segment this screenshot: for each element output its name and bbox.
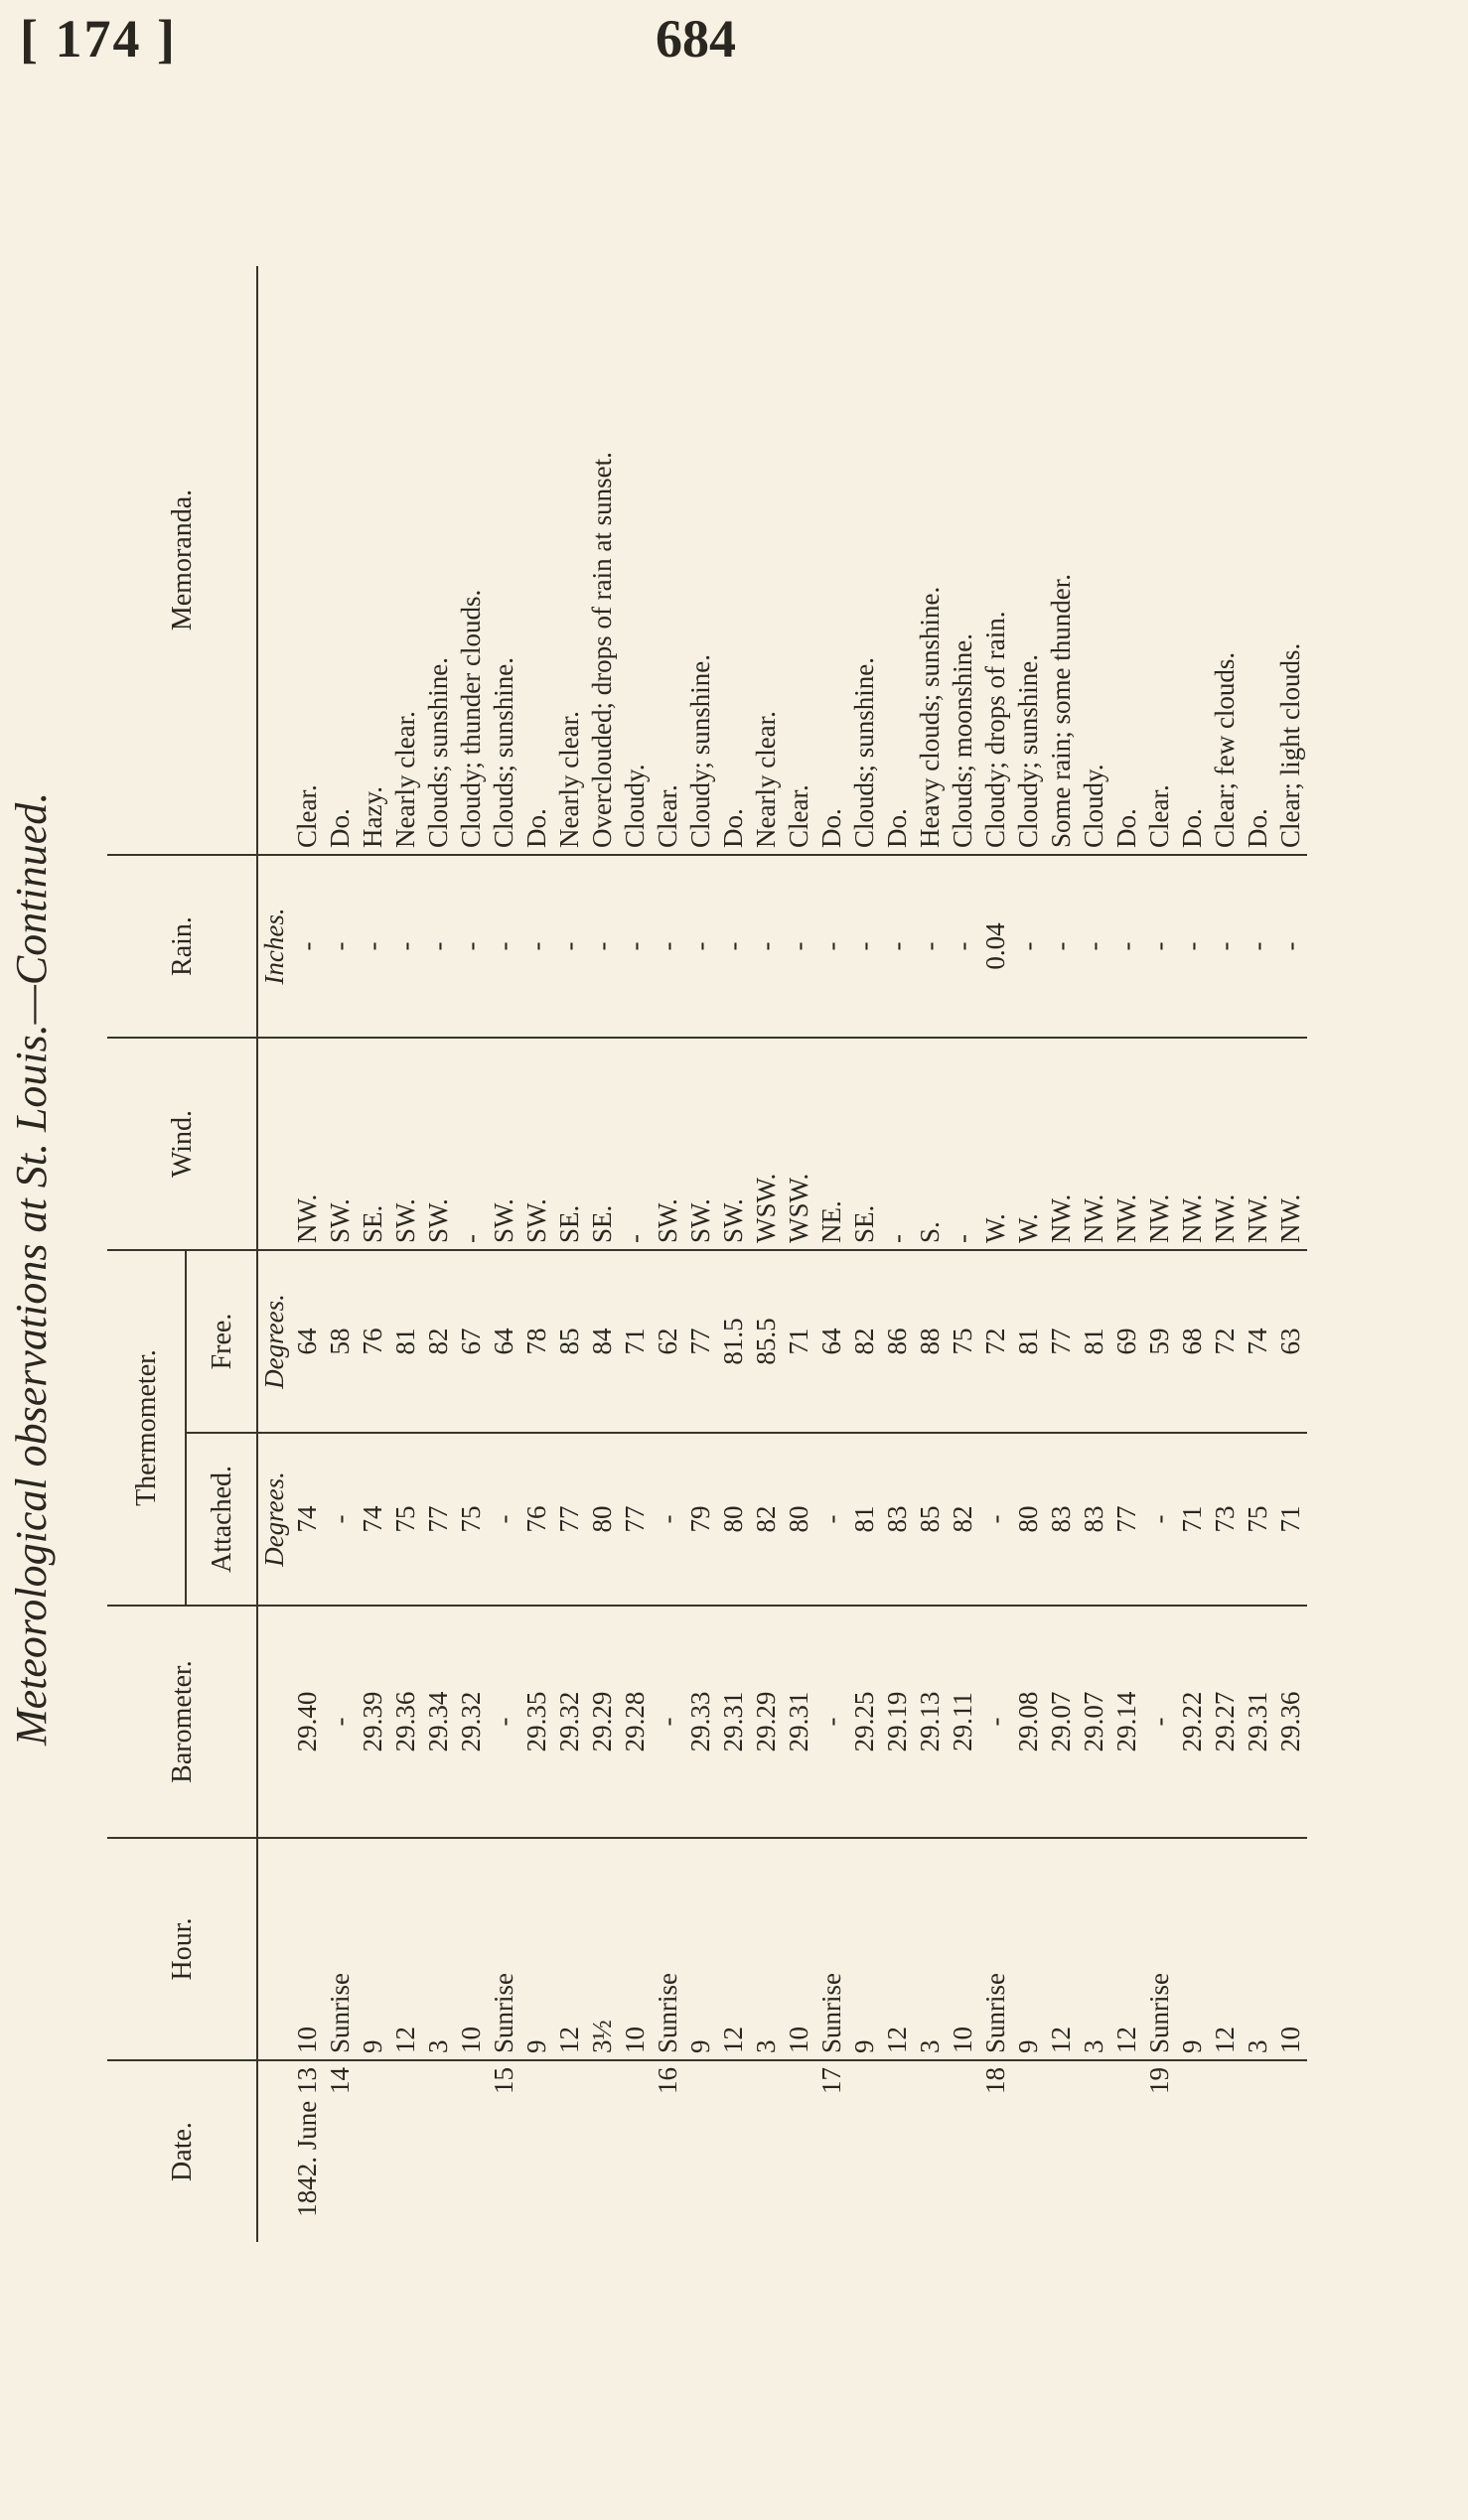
cell-free: 81.5 xyxy=(717,1250,750,1433)
cell-wind: NE. xyxy=(815,1038,848,1250)
cell-barometer: - xyxy=(324,1606,357,1838)
cell-hour: Sunrise xyxy=(488,1838,520,2060)
cell-hour: 12 xyxy=(717,1838,750,2060)
cell-barometer: 29.07 xyxy=(1045,1606,1078,1838)
cell-rain: - xyxy=(1078,855,1110,1038)
cell-barometer: 29.32 xyxy=(553,1606,586,1838)
cell-hour: 9 xyxy=(357,1838,389,2060)
cell-free: 81 xyxy=(1078,1250,1110,1433)
cell-wind: NW. xyxy=(1110,1038,1143,1250)
cell-free: 69 xyxy=(1110,1250,1143,1433)
cell-barometer: 29.22 xyxy=(1176,1606,1209,1838)
cell-date xyxy=(455,2060,488,2242)
cell-barometer: 29.39 xyxy=(357,1606,389,1838)
cell-date: 14 xyxy=(325,2067,355,2094)
page-number: 684 xyxy=(656,9,736,69)
cell-free: 71 xyxy=(783,1250,815,1433)
cell-attached: 79 xyxy=(684,1433,717,1606)
cell-rain: 0.04 xyxy=(979,855,1012,1038)
cell-barometer: - xyxy=(1143,1606,1176,1838)
cell-hour: 3 xyxy=(1078,1838,1110,2060)
table-row xyxy=(848,266,881,2242)
cell-free: 64 xyxy=(815,1250,848,1433)
table-row xyxy=(488,266,520,2242)
cell-wind: NW. xyxy=(1078,1038,1110,1250)
cell-rain: - xyxy=(881,855,914,1038)
cell-rain: - xyxy=(619,855,652,1038)
cell-rain: - xyxy=(586,855,619,1038)
cell-attached: 83 xyxy=(881,1433,914,1606)
table-row xyxy=(914,266,947,2242)
cell-date: 19 xyxy=(1144,2067,1174,2094)
cell-wind: W. xyxy=(979,1038,1012,1250)
header-barometer: Barometer. xyxy=(107,1606,257,1838)
table-row xyxy=(947,266,979,2242)
cell-wind: SE. xyxy=(553,1038,586,1250)
cell-free: 64 xyxy=(291,1250,324,1433)
cell-hour: Sunrise xyxy=(324,1838,357,2060)
table-row xyxy=(619,266,652,2242)
cell-barometer: - xyxy=(815,1606,848,1838)
cell-free: 81 xyxy=(1012,1250,1045,1433)
cell-date xyxy=(783,2060,815,2242)
cell-barometer: 29.32 xyxy=(455,1606,488,1838)
header-rain: Rain. xyxy=(107,855,257,1038)
cell-date xyxy=(914,2060,947,2242)
cell-barometer: 29.36 xyxy=(389,1606,422,1838)
cell-attached: 77 xyxy=(1110,1433,1143,1606)
cell-free: 84 xyxy=(586,1250,619,1433)
table-row xyxy=(1242,266,1274,2242)
cell-rain: - xyxy=(357,855,389,1038)
cell-attached: 81 xyxy=(848,1433,881,1606)
cell-rain: - xyxy=(488,855,520,1038)
cell-free: 67 xyxy=(455,1250,488,1433)
cell-memoranda: Cloudy. xyxy=(619,266,652,855)
cell-hour: 12 xyxy=(553,1838,586,2060)
cell-free: 71 xyxy=(619,1250,652,1433)
cell-memoranda: Clouds; moonshine. xyxy=(947,266,979,855)
table-row xyxy=(783,266,815,2242)
cell-wind: NW. xyxy=(1143,1038,1176,1250)
cell-wind: - xyxy=(947,1038,979,1250)
cell-free: 62 xyxy=(652,1250,684,1433)
cell-barometer: - xyxy=(979,1606,1012,1838)
cell-rain: - xyxy=(652,855,684,1038)
cell-attached: - xyxy=(1143,1433,1176,1606)
cell-hour: 3 xyxy=(1242,1838,1274,2060)
cell-date xyxy=(389,2060,422,2242)
cell-date xyxy=(1045,2060,1078,2242)
cell-rain: - xyxy=(947,855,979,1038)
cell-date xyxy=(848,2060,881,2242)
cell-attached: 77 xyxy=(422,1433,455,1606)
table-row xyxy=(1110,266,1143,2242)
cell-wind: SW. xyxy=(717,1038,750,1250)
cell-attached: 75 xyxy=(455,1433,488,1606)
cell-attached: 83 xyxy=(1045,1433,1078,1606)
cell-barometer: 29.29 xyxy=(586,1606,619,1838)
cell-attached: - xyxy=(815,1433,848,1606)
cell-rain: - xyxy=(1012,855,1045,1038)
cell-memoranda: Do. xyxy=(815,266,848,855)
cell-free: 88 xyxy=(914,1250,947,1433)
header-date: Date. xyxy=(107,2060,257,2242)
cell-attached: 80 xyxy=(586,1433,619,1606)
cell-rain: - xyxy=(324,855,357,1038)
cell-date: 17 xyxy=(816,2067,846,2094)
cell-hour: 10 xyxy=(455,1838,488,2060)
cell-attached: - xyxy=(488,1433,520,1606)
cell-memoranda: Nearly clear. xyxy=(553,266,586,855)
cell-attached: 80 xyxy=(717,1433,750,1606)
cell-memoranda: Clouds; sunshine. xyxy=(848,266,881,855)
cell-memoranda: Cloudy; sunshine. xyxy=(1012,266,1045,855)
cell-free: 77 xyxy=(684,1250,717,1433)
table-row xyxy=(389,266,422,2242)
cell-memoranda: Do. xyxy=(324,266,357,855)
cell-memoranda: Clear. xyxy=(291,266,324,855)
cell-rain: - xyxy=(783,855,815,1038)
cell-hour: 9 xyxy=(520,1838,553,2060)
cell-wind: - xyxy=(619,1038,652,1250)
cell-free: 72 xyxy=(979,1250,1012,1433)
cell-rain: - xyxy=(455,855,488,1038)
cell-rain: - xyxy=(684,855,717,1038)
cell-free: 59 xyxy=(1143,1250,1176,1433)
cell-attached: 77 xyxy=(619,1433,652,1606)
cell-attached: - xyxy=(324,1433,357,1606)
cell-rain: - xyxy=(717,855,750,1038)
cell-date xyxy=(1110,2060,1143,2242)
cell-hour: 9 xyxy=(684,1838,717,2060)
cell-rain: - xyxy=(750,855,783,1038)
cell-attached: 76 xyxy=(520,1433,553,1606)
cell-attached: 71 xyxy=(1274,1433,1307,1606)
cell-free: 81 xyxy=(389,1250,422,1433)
cell-memoranda: Do. xyxy=(1176,266,1209,855)
table-row xyxy=(717,266,750,2242)
table-row xyxy=(1209,266,1242,2242)
cell-memoranda: Do. xyxy=(1242,266,1274,855)
cell-wind: WSW. xyxy=(750,1038,783,1250)
cell-barometer: 29.13 xyxy=(914,1606,947,1838)
cell-date xyxy=(881,2060,914,2242)
cell-free: 63 xyxy=(1274,1250,1307,1433)
cell-barometer: 29.31 xyxy=(717,1606,750,1838)
cell-wind: SE. xyxy=(848,1038,881,1250)
cell-hour: 3 xyxy=(750,1838,783,2060)
cell-hour: 9 xyxy=(848,1838,881,2060)
cell-rain: - xyxy=(914,855,947,1038)
cell-memoranda: Clear. xyxy=(1143,266,1176,855)
cell-attached: 73 xyxy=(1209,1433,1242,1606)
cell-attached: - xyxy=(652,1433,684,1606)
cell-wind: SW. xyxy=(422,1038,455,1250)
cell-attached: 77 xyxy=(553,1433,586,1606)
header-attached: Attached. xyxy=(186,1433,257,1606)
cell-memoranda: Do. xyxy=(717,266,750,855)
cell-wind: - xyxy=(455,1038,488,1250)
cell-hour: 12 xyxy=(1045,1838,1078,2060)
cell-memoranda: Some rain; some thunder. xyxy=(1045,266,1078,855)
cell-free: 77 xyxy=(1045,1250,1078,1433)
cell-wind: NW. xyxy=(1176,1038,1209,1250)
cell-date xyxy=(1242,2060,1274,2242)
cell-wind: SE. xyxy=(586,1038,619,1250)
cell-rain: - xyxy=(389,855,422,1038)
cell-date xyxy=(717,2060,750,2242)
cell-barometer: 29.14 xyxy=(1110,1606,1143,1838)
cell-wind: S. xyxy=(914,1038,947,1250)
cell-memoranda: Clouds; sunshine. xyxy=(422,266,455,855)
cell-hour: 3 xyxy=(914,1838,947,2060)
cell-hour: 10 xyxy=(947,1838,979,2060)
cell-date: 18 xyxy=(980,2067,1010,2094)
cell-wind: SW. xyxy=(389,1038,422,1250)
cell-barometer: 29.31 xyxy=(1242,1606,1274,1838)
cell-date: 1842. June 13 xyxy=(292,2067,322,2217)
table-row xyxy=(455,266,488,2242)
cell-date xyxy=(1078,2060,1110,2242)
cell-hour: 3 xyxy=(422,1838,455,2060)
page-number-bracketed: [ 174 ] xyxy=(20,9,177,69)
cell-hour: 12 xyxy=(389,1838,422,2060)
cell-date xyxy=(1274,2060,1307,2242)
cell-memoranda: Heavy clouds; sunshine. xyxy=(914,266,947,855)
cell-hour: Sunrise xyxy=(1143,1838,1176,2060)
table-row xyxy=(1274,266,1307,2242)
unit-free: Degrees. xyxy=(257,1250,291,1433)
table-row xyxy=(881,266,914,2242)
cell-rain: - xyxy=(422,855,455,1038)
cell-date: 16 xyxy=(653,2067,682,2094)
header-wind: Wind. xyxy=(107,1038,257,1250)
cell-memoranda: Clear; light clouds. xyxy=(1274,266,1307,855)
cell-attached: 83 xyxy=(1078,1433,1110,1606)
cell-barometer: 29.35 xyxy=(520,1606,553,1838)
cell-hour: Sunrise xyxy=(652,1838,684,2060)
table-row xyxy=(1143,266,1176,2242)
table-row xyxy=(1012,266,1045,2242)
cell-memoranda: Cloudy. xyxy=(1078,266,1110,855)
cell-rain: - xyxy=(848,855,881,1038)
cell-rain: - xyxy=(520,855,553,1038)
cell-attached: 75 xyxy=(389,1433,422,1606)
cell-hour: 10 xyxy=(1274,1838,1307,2060)
header-hour: Hour. xyxy=(107,1838,257,2060)
cell-wind: SW. xyxy=(684,1038,717,1250)
cell-free: 76 xyxy=(357,1250,389,1433)
cell-hour: Sunrise xyxy=(815,1838,848,2060)
cell-free: 78 xyxy=(520,1250,553,1433)
table-row xyxy=(750,266,783,2242)
table-row xyxy=(520,266,553,2242)
cell-memoranda: Cloudy; drops of rain. xyxy=(979,266,1012,855)
cell-date xyxy=(357,2060,389,2242)
cell-wind: SW. xyxy=(324,1038,357,1250)
cell-free: 85.5 xyxy=(750,1250,783,1433)
cell-barometer: - xyxy=(652,1606,684,1838)
cell-barometer: 29.08 xyxy=(1012,1606,1045,1838)
table-row xyxy=(553,266,586,2242)
cell-barometer: 29.25 xyxy=(848,1606,881,1838)
cell-barometer: 29.40 xyxy=(291,1606,324,1838)
cell-barometer: 29.28 xyxy=(619,1606,652,1838)
cell-barometer: 29.11 xyxy=(947,1606,979,1838)
header-free: Free. xyxy=(186,1250,257,1433)
cell-date xyxy=(553,2060,586,2242)
table-row xyxy=(1176,266,1209,2242)
cell-wind: SE. xyxy=(357,1038,389,1250)
cell-rain: - xyxy=(815,855,848,1038)
cell-memoranda: Cloudy; thunder clouds. xyxy=(455,266,488,855)
cell-attached: 71 xyxy=(1176,1433,1209,1606)
cell-free: 86 xyxy=(881,1250,914,1433)
cell-hour: 12 xyxy=(1110,1838,1143,2060)
cell-wind: SW. xyxy=(652,1038,684,1250)
cell-memoranda: Do. xyxy=(1110,266,1143,855)
cell-attached: 74 xyxy=(357,1433,389,1606)
cell-free: 82 xyxy=(422,1250,455,1433)
table-row xyxy=(815,266,848,2242)
table-row xyxy=(586,266,619,2242)
cell-free: 72 xyxy=(1209,1250,1242,1433)
cell-rain: - xyxy=(1045,855,1078,1038)
cell-memoranda: Cloudy; sunshine. xyxy=(684,266,717,855)
cell-wind: NW. xyxy=(1242,1038,1274,1250)
table-title: Meteorological observations at St. Louis.—Continued. xyxy=(7,791,56,1746)
table-row xyxy=(324,266,357,2242)
cell-free: 58 xyxy=(324,1250,357,1433)
cell-memoranda: Do. xyxy=(881,266,914,855)
cell-wind: NW. xyxy=(291,1038,324,1250)
cell-date xyxy=(1176,2060,1209,2242)
units-row xyxy=(257,266,291,2242)
cell-wind: NW. xyxy=(1045,1038,1078,1250)
cell-attached: 80 xyxy=(783,1433,815,1606)
cell-barometer: 29.33 xyxy=(684,1606,717,1838)
cell-attached: 74 xyxy=(291,1433,324,1606)
cell-free: 82 xyxy=(848,1250,881,1433)
cell-rain: - xyxy=(1110,855,1143,1038)
cell-memoranda: Clear. xyxy=(783,266,815,855)
unit-attached: Degrees. xyxy=(257,1433,291,1606)
cell-wind: SW. xyxy=(520,1038,553,1250)
cell-free: 85 xyxy=(553,1250,586,1433)
table-row xyxy=(1078,266,1110,2242)
cell-rain: - xyxy=(1176,855,1209,1038)
cell-date xyxy=(520,2060,553,2242)
cell-hour: 12 xyxy=(1209,1838,1242,2060)
cell-free: 68 xyxy=(1176,1250,1209,1433)
cell-barometer: 29.07 xyxy=(1078,1606,1110,1838)
observations-table xyxy=(107,266,1307,2242)
cell-memoranda: Overclouded; drops of rain at sunset. xyxy=(586,266,619,855)
cell-date xyxy=(586,2060,619,2242)
cell-date: 15 xyxy=(489,2067,518,2094)
cell-hour: Sunrise xyxy=(979,1838,1012,2060)
cell-wind: NW. xyxy=(1274,1038,1307,1250)
cell-rain: - xyxy=(1143,855,1176,1038)
cell-date xyxy=(684,2060,717,2242)
cell-rain: - xyxy=(1274,855,1307,1038)
cell-memoranda: Hazy. xyxy=(357,266,389,855)
cell-hour: 10 xyxy=(291,1838,324,2060)
cell-free: 74 xyxy=(1242,1250,1274,1433)
cell-date xyxy=(619,2060,652,2242)
cell-attached: 82 xyxy=(947,1433,979,1606)
cell-hour: 9 xyxy=(1012,1838,1045,2060)
table-row xyxy=(291,266,324,2242)
cell-memoranda: Nearly clear. xyxy=(389,266,422,855)
cell-rain: - xyxy=(553,855,586,1038)
table-row xyxy=(979,266,1012,2242)
cell-memoranda: Clear; few clouds. xyxy=(1209,266,1242,855)
cell-hour: 12 xyxy=(881,1838,914,2060)
cell-attached: 75 xyxy=(1242,1433,1274,1606)
cell-barometer: 29.27 xyxy=(1209,1606,1242,1838)
cell-date xyxy=(947,2060,979,2242)
cell-barometer: 29.31 xyxy=(783,1606,815,1838)
table-row xyxy=(357,266,389,2242)
cell-date xyxy=(422,2060,455,2242)
unit-rain: Inches. xyxy=(257,855,291,1038)
cell-hour: 10 xyxy=(619,1838,652,2060)
header-memoranda: Memoranda. xyxy=(107,266,257,855)
cell-rain: - xyxy=(1242,855,1274,1038)
cell-date xyxy=(1209,2060,1242,2242)
cell-rain: - xyxy=(1209,855,1242,1038)
cell-wind: W. xyxy=(1012,1038,1045,1250)
cell-hour: 9 xyxy=(1176,1838,1209,2060)
cell-free: 75 xyxy=(947,1250,979,1433)
cell-barometer: 29.19 xyxy=(881,1606,914,1838)
header-thermometer: Thermometer. xyxy=(107,1250,186,1606)
table-row xyxy=(652,266,684,2242)
cell-attached: 82 xyxy=(750,1433,783,1606)
cell-date xyxy=(1012,2060,1045,2242)
cell-attached: 85 xyxy=(914,1433,947,1606)
cell-wind: WSW. xyxy=(783,1038,815,1250)
cell-rain: - xyxy=(291,855,324,1038)
cell-memoranda: Clouds; sunshine. xyxy=(488,266,520,855)
table-row xyxy=(1045,266,1078,2242)
cell-memoranda: Do. xyxy=(520,266,553,855)
cell-barometer: 29.36 xyxy=(1274,1606,1307,1838)
cell-wind: NW. xyxy=(1209,1038,1242,1250)
cell-wind: - xyxy=(881,1038,914,1250)
cell-hour: 3½ xyxy=(586,1838,619,2060)
cell-hour: 10 xyxy=(783,1838,815,2060)
cell-free: 64 xyxy=(488,1250,520,1433)
table-row xyxy=(684,266,717,2242)
cell-date xyxy=(750,2060,783,2242)
cell-barometer: - xyxy=(488,1606,520,1838)
cell-memoranda: Nearly clear. xyxy=(750,266,783,855)
cell-attached: - xyxy=(979,1433,1012,1606)
cell-barometer: 29.34 xyxy=(422,1606,455,1838)
cell-memoranda: Clear. xyxy=(652,266,684,855)
cell-barometer: 29.29 xyxy=(750,1606,783,1838)
table-row xyxy=(422,266,455,2242)
cell-wind: SW. xyxy=(488,1038,520,1250)
cell-attached: 80 xyxy=(1012,1433,1045,1606)
